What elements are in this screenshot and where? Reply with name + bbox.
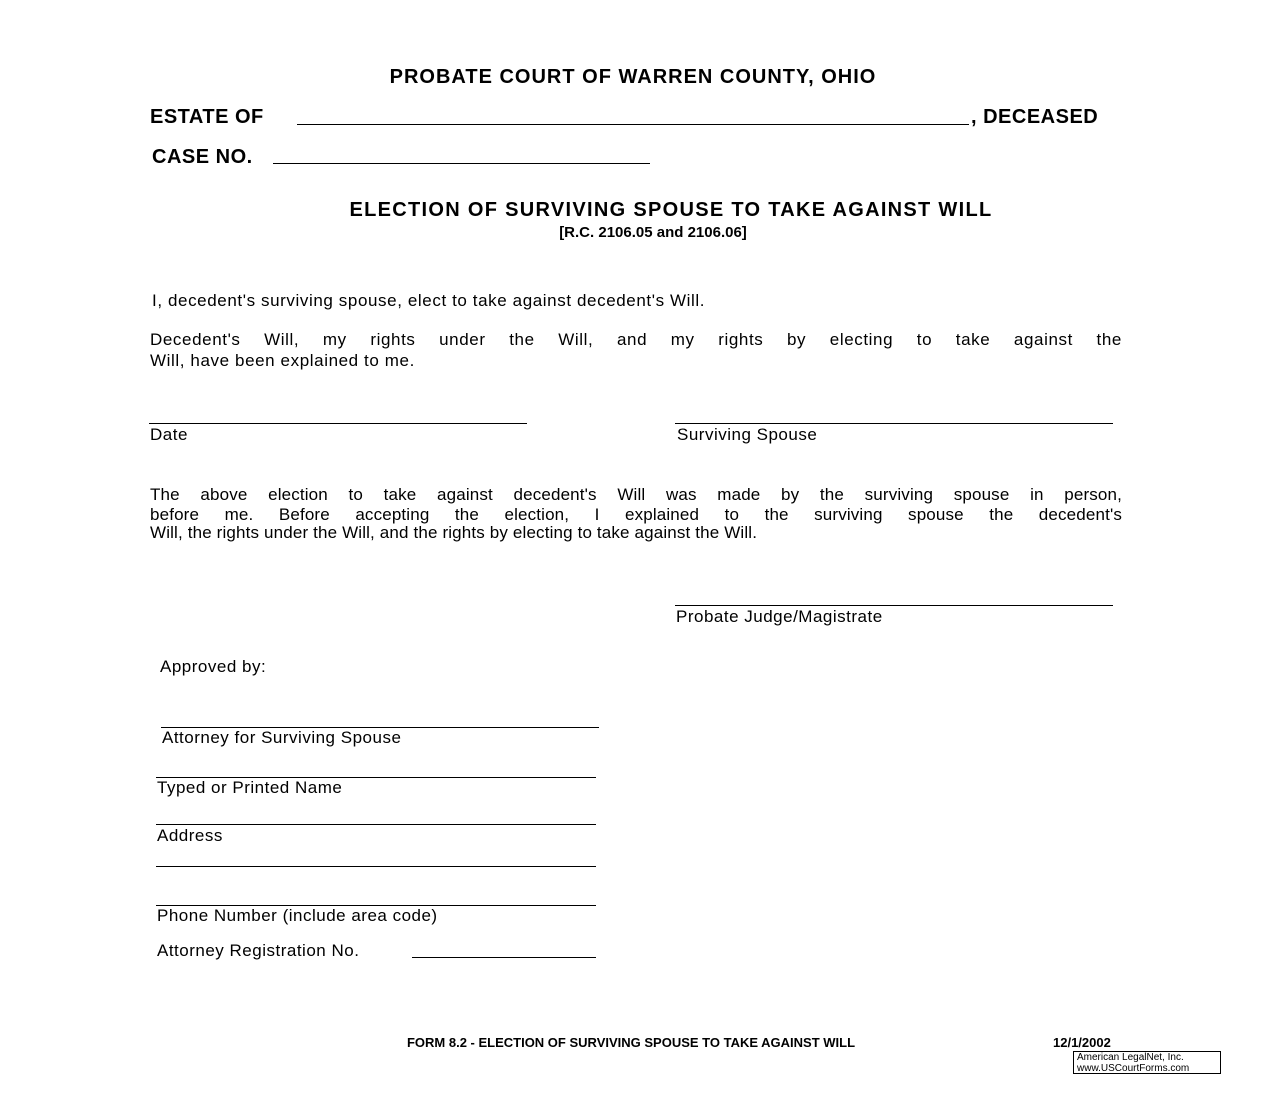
explanation-line-2: Will, have been explained to me.	[150, 351, 415, 370]
certification-line-2: before me. Before accepting the election, I explained to the surviving spouse the decedent's	[150, 505, 1122, 524]
estate-of-label: ESTATE OF	[150, 106, 264, 128]
deceased-label: , DECEASED	[971, 106, 1099, 128]
date-label: Date	[150, 425, 188, 444]
publisher-url: www.USCourtForms.com	[1077, 1063, 1190, 1074]
registration-label: Attorney Registration No.	[157, 941, 360, 960]
publisher-stamp	[1073, 1051, 1221, 1074]
case-number-label: CASE NO.	[152, 146, 253, 168]
date-signature-line[interactable]	[149, 423, 527, 424]
statute-reference: [R.C. 2106.05 and 2106.06]	[559, 224, 747, 241]
phone-label: Phone Number (include area code)	[157, 906, 438, 925]
judge-signature-line[interactable]	[675, 605, 1113, 606]
certification-line-3: Will, the rights under the Will, and the rights by electing to take against the Will.	[150, 523, 758, 542]
form-title: ELECTION OF SURVIVING SPOUSE TO TAKE AGAINST WILL	[349, 199, 993, 221]
spouse-signature-line[interactable]	[675, 423, 1113, 424]
footer-form-label: FORM 8.2 - ELECTION OF SURVIVING SPOUSE TO TAKE AGAINST WILL	[406, 1035, 856, 1050]
court-title: PROBATE COURT OF WARREN COUNTY, OHIO	[389, 66, 877, 88]
typed-name-label: Typed or Printed Name	[157, 778, 343, 797]
address-line-1[interactable]	[156, 824, 596, 825]
address-line-2[interactable]	[156, 866, 596, 867]
publisher-name: American LegalNet, Inc.	[1077, 1052, 1184, 1063]
address-label: Address	[157, 826, 223, 845]
explanation-line-1: Decedent's Will, my rights under the Will, and my rights by electing to take against the	[150, 330, 1122, 349]
decedent-name-field[interactable]	[297, 124, 969, 125]
footer-form-date: 12/1/2002	[1053, 1035, 1111, 1050]
approved-by-label: Approved by:	[160, 657, 267, 676]
probate-judge-label: Probate Judge/Magistrate	[676, 607, 883, 626]
registration-number-field[interactable]	[412, 957, 596, 958]
certification-line-1: The above election to take against decedent's Will was made by the surviving spouse in person,	[150, 485, 1122, 504]
attorney-label: Attorney for Surviving Spouse	[162, 728, 402, 747]
surviving-spouse-label: Surviving Spouse	[677, 425, 818, 444]
case-number-field[interactable]	[273, 163, 650, 164]
election-statement: I, decedent's surviving spouse, elect to take against decedent's Will.	[152, 291, 706, 310]
